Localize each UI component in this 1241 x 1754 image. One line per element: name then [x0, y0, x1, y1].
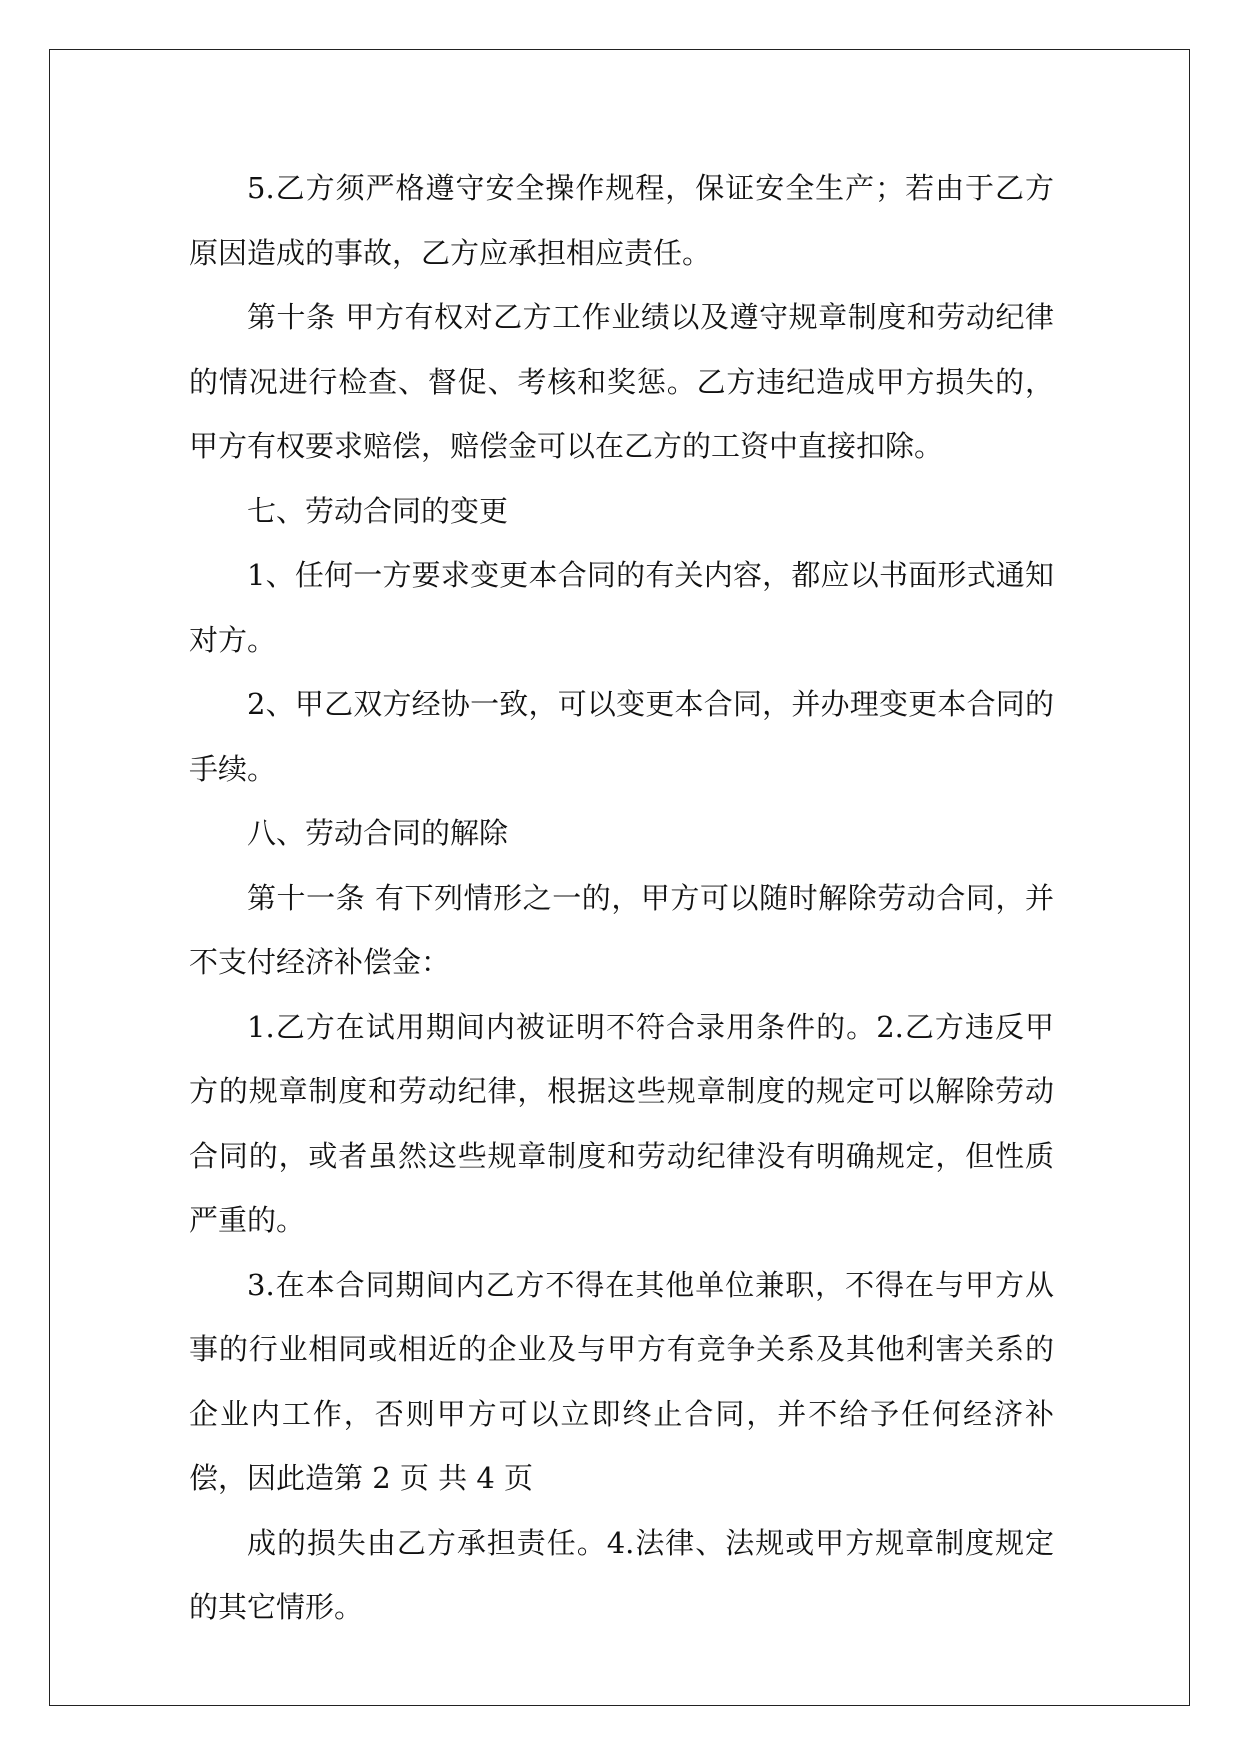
paragraph-change-item-1: 1、任何一方要求变更本合同的有关内容，都应以书面形式通知对方。: [189, 558, 1054, 657]
paragraph-termination-item-3: 3.在本合同期间内乙方不得在其他单位兼职，不得在与甲方从事的行业相同或相近的企业及与甲方有竞争关系及其他利害关系的企业内工作，否则甲方可以立即终止合同，并不给予任何经济补偿，因此造第 2 页 共 4 页: [189, 1267, 1054, 1495]
paragraph-safety-clause: 5.乙方须严格遵守安全操作规程，保证安全生产；若由于乙方原因造成的事故，乙方应承担相应责任。: [189, 171, 1054, 270]
paragraph-article-11: 第十一条 有下列情形之一的，甲方可以随时解除劳动合同，并不支付经济补偿金：: [189, 880, 1054, 979]
paragraph-termination-items-1-2: 1.乙方在试用期间内被证明不符合录用条件的。2.乙方违反甲方的规章制度和劳动纪律，根据这些规章制度的规定可以解除劳动合同的，或者虽然这些规章制度和劳动纪律没有明确规定，但性质严重的。: [189, 1009, 1054, 1237]
section-heading-contract-termination: 八、劳动合同的解除: [247, 816, 509, 850]
paragraph-article-10: 第十条 甲方有权对乙方工作业绩以及遵守规章制度和劳动纪律的情况进行检查、督促、考核和奖惩。乙方违纪造成甲方损失的，甲方有权要求赔偿，赔偿金可以在乙方的工资中直接扣除。: [189, 300, 1054, 463]
paragraph-termination-item-4: 成的损失由乙方承担责任。4.法律、法规或甲方规章制度规定的其它情形。: [189, 1525, 1054, 1624]
paragraph-change-item-2: 2、甲乙双方经协一致，可以变更本合同，并办理变更本合同的手续。: [189, 687, 1054, 786]
document-body: [189, 156, 1054, 1640]
section-heading-contract-change: 七、劳动合同的变更: [247, 493, 509, 528]
